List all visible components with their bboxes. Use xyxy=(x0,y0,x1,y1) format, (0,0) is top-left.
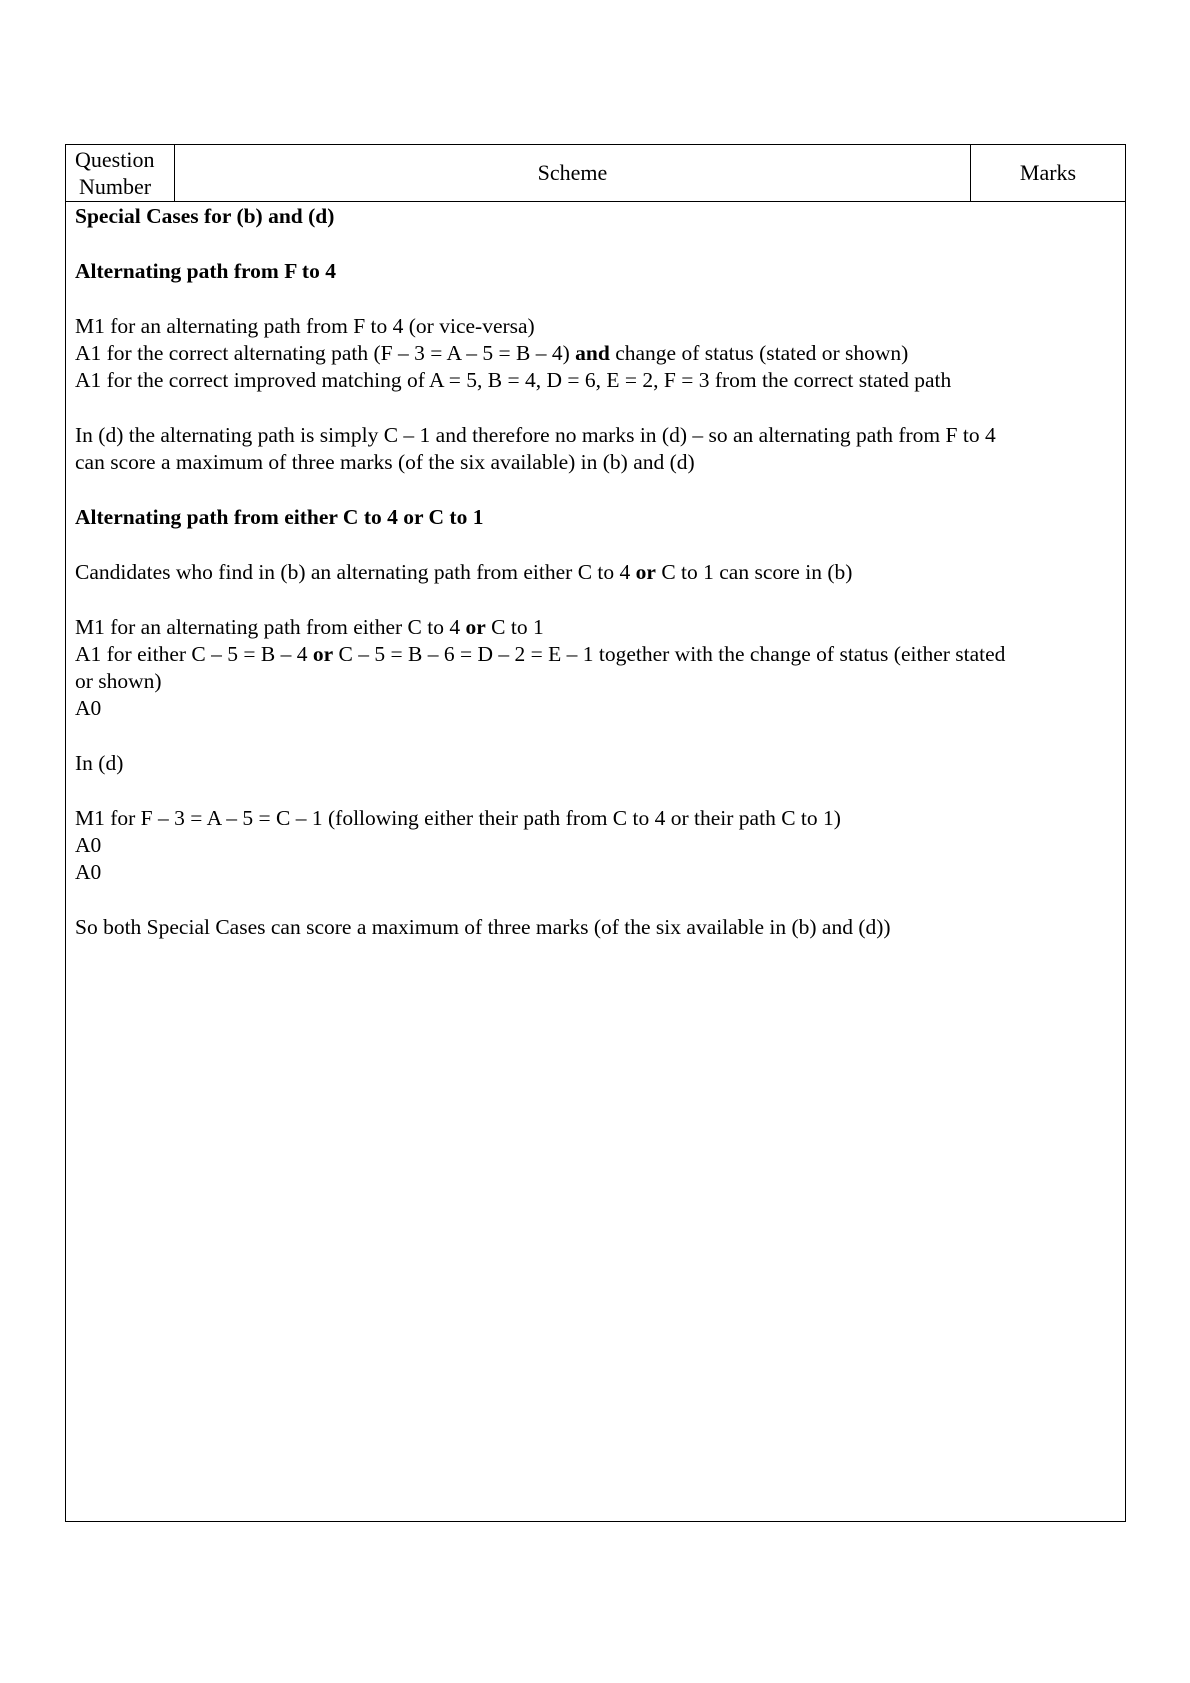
scheme-line xyxy=(75,805,841,832)
text: change of status (stated or shown) xyxy=(609,341,909,365)
text: M1 for an alternating path from F to 4 (or vice-versa) xyxy=(75,314,535,338)
text: C to 1 xyxy=(485,615,544,639)
text: M1 for F – 3 = A – 5 = C – 1 (following either their path from C to 4 or their path C to 1) xyxy=(75,806,841,830)
text: A0 xyxy=(75,860,102,884)
question-number-header xyxy=(75,146,154,200)
text: C to 1 can score in (b) xyxy=(655,560,853,584)
text: A1 for either C – 5 = B – 4 xyxy=(75,642,313,666)
scheme-header: Scheme xyxy=(537,160,608,185)
text: A1 for the correct improved matching of A = 5, B = 4, D = 6, E = 2, F = 3 from the correct stated path xyxy=(75,368,952,392)
text: In (d) xyxy=(75,751,124,775)
bold-text: or xyxy=(635,560,656,584)
scheme-line xyxy=(75,695,101,722)
marks-header: Marks xyxy=(1019,160,1077,185)
scheme-line xyxy=(75,559,852,586)
scheme-line xyxy=(75,641,1005,668)
scheme-line xyxy=(75,914,891,941)
scheme-line xyxy=(75,313,535,340)
scheme-line xyxy=(75,422,996,449)
bold-text: or xyxy=(465,615,486,639)
scheme-line xyxy=(75,832,101,859)
table-header xyxy=(66,145,1125,202)
scheme-line xyxy=(75,859,101,886)
text: In (d) the alternating path is simply C – 1 and therefore no marks in (d) – so an alternating path from F to 4 xyxy=(75,423,996,447)
scheme-line xyxy=(75,203,334,230)
text: C – 5 = B – 6 = D – 2 = E – 1 together with the change of status (either stated xyxy=(333,642,1006,666)
text: A0 xyxy=(75,833,102,857)
text: can score a maximum of three marks (of the six available) in (b) and (d) xyxy=(75,450,695,474)
bold-text: Alternating path from either C to 4 or C to 1 xyxy=(75,505,484,529)
scheme-line xyxy=(75,449,695,476)
scheme-line xyxy=(75,258,336,285)
scheme-line xyxy=(75,614,544,641)
bold-text: Alternating path from F to 4 xyxy=(75,259,336,283)
bold-text: or xyxy=(312,642,334,666)
bold-text: Special Cases for (b) and (d) xyxy=(75,204,335,228)
header-line: Question xyxy=(75,147,155,172)
scheme-line xyxy=(75,750,123,777)
text: A1 for the correct alternating path (F – 3 = A – 5 = B – 4) xyxy=(75,341,576,365)
scheme-line xyxy=(75,340,908,367)
scheme-line xyxy=(75,504,483,531)
bold-text: and xyxy=(575,341,610,365)
text: A0 xyxy=(75,696,102,720)
scheme-line xyxy=(75,668,162,695)
scheme-line xyxy=(75,367,951,394)
text: M1 for an alternating path from either C to 4 xyxy=(75,615,466,639)
text: or shown) xyxy=(75,669,162,693)
text: Candidates who find in (b) an alternating path from either C to 4 xyxy=(75,560,636,584)
text: So both Special Cases can score a maximum of three marks (of the six available in (b) and (d)) xyxy=(75,915,891,939)
header-line: Number xyxy=(79,174,152,199)
